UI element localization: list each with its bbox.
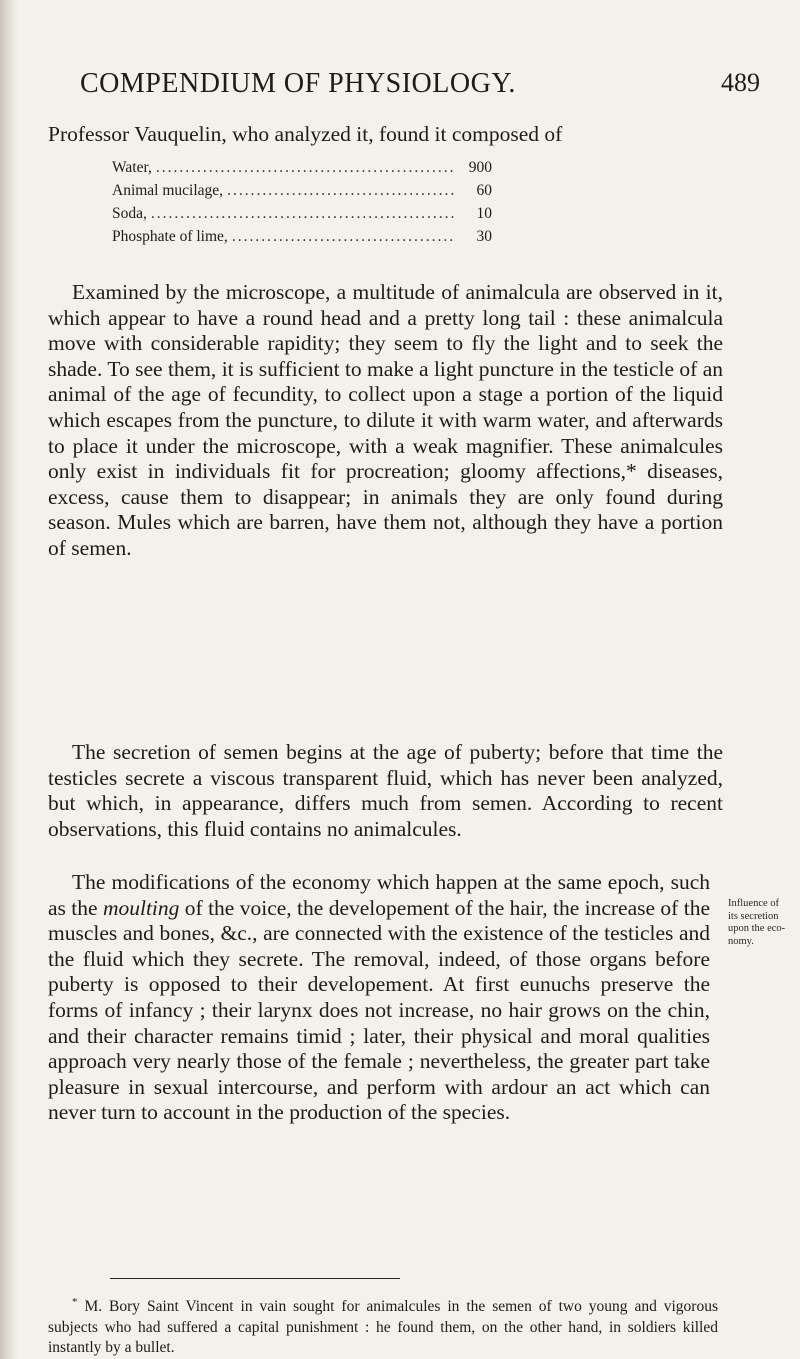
margin-note <box>728 898 796 948</box>
margin-note-line: upon the eco- <box>728 923 786 934</box>
footnote-mark: * <box>72 1296 78 1308</box>
table-row <box>112 225 492 248</box>
row-value: 900 <box>468 159 492 176</box>
paragraph-text-rest: of the voice, the developement of the hair, the increase of the muscles and bones, &c., are connected with the existence of the testicles and the fluid which they secrete. The removal, indeed, of those organs before puberty is opposed to their developement. At first eunuchs preserve the forms of infancy ; their larynx does not increase, no hair grows on the chin, and their character remains timid ; later, their physical and moral qualities approach very nearly those of the female ; nevertheless, the greater part take pleasure in sexual intercourse, and perform with ardour an act which can never turn to account in the production of the species. <box>48 895 710 1125</box>
paragraph-modifications <box>48 870 710 1126</box>
footnote-text: M. Bory Saint Vincent in vain sought for animalcules in the semen of two young and vigorous subjects who had suffered a capital punishment : he found them, on the other hand, in soldiers killed instantly by a bullet. <box>48 1298 719 1357</box>
margin-note-line: its secretion <box>728 910 779 922</box>
footnote-rule <box>110 1278 400 1279</box>
footnote <box>48 1292 718 1359</box>
row-value: 30 <box>476 228 492 245</box>
row-label: Animal mucilage, <box>112 182 224 199</box>
composition-table <box>112 156 492 248</box>
leader-dots <box>156 156 454 179</box>
row-value: 10 <box>476 205 492 222</box>
leader-dots <box>151 202 454 225</box>
row-label: Phosphate of lime, <box>112 228 228 245</box>
row-label: Soda, <box>112 205 147 222</box>
paragraph-puberty: The secretion of semen begins at the age of puberty; before that time the testicles secrete a viscous transparent fluid, which has never been analyzed, but which, in appearance, differs much from semen. According to recent observations, this fluid contains no animalcules. <box>48 740 723 841</box>
table-row <box>112 202 492 225</box>
leader-dots <box>227 179 454 202</box>
row-value: 60 <box>476 182 492 199</box>
table-row <box>112 156 492 179</box>
margin-note-line: nomy. <box>728 935 754 947</box>
page-number: 489 <box>721 68 760 97</box>
table-row <box>112 179 492 202</box>
running-title: COMPENDIUM OF PHYSIOLOGY. <box>80 68 516 99</box>
page-header <box>80 68 760 108</box>
paragraph-text-start: The modifications of the economy which happen at the same epoch, such as the <box>48 870 710 920</box>
paragraph-microscope: Examined by the microscope, a multitude of animalcula are observed in it, which appear to have a round head and a pretty long tail : these animalcula move with considerable rapidity; they seem to fly the light and to seek the shade. To see them, it is sufficient to make a light puncture in the testicle of an animal of the age of fecundity, to collect upon a stage a portion of the liquid which escapes from the puncture, to dilute it with warm water, and afterwards to place it under the microscope, with a weak magnifier. These animalcules only exist in individuals fit for procreation; gloomy affections,* diseases, excess, cause them to disappear; in animals they are only found during season. Mules which are barren, have them not, although they have a portion of semen. <box>48 280 723 560</box>
italic-word: moulting <box>102 895 180 920</box>
intro-line: Professor Vauquelin, who analyzed it, found it composed of <box>48 122 563 146</box>
row-label: Water, <box>112 159 152 176</box>
margin-note-line: Influence of <box>728 898 780 909</box>
book-spine-shadow <box>0 0 18 1359</box>
leader-dots <box>232 225 454 248</box>
